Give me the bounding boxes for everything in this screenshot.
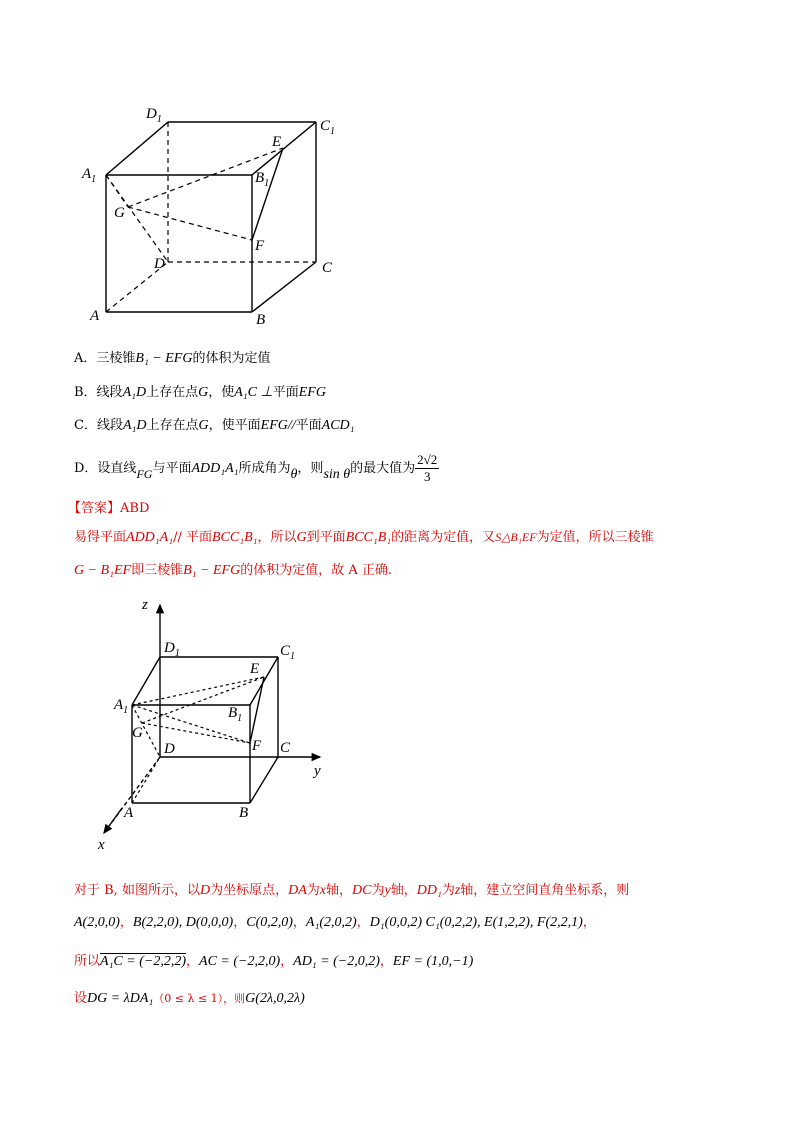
cube-diagram	[80, 100, 350, 330]
label2-g: G	[132, 725, 143, 741]
option-d: D．设直线FG与平面ADD₁A₁所成角为θ，则sin θ的最大值为 $\frac{2√2}{3}$	[74, 452, 438, 484]
label2-b1: $B_1$	[228, 705, 243, 724]
label2-a: A	[124, 805, 134, 821]
answer-tag: 【答案】ABD	[68, 501, 150, 516]
label2-e: E	[250, 661, 260, 677]
label-e: E	[272, 134, 282, 150]
option-a: A．三棱锥B₁ − EFG的体积为定值	[74, 351, 271, 366]
solution-line-1: 对于 B, 如图所示，以D为坐标原点，DA为x轴，DC为y轴，DD₁为z轴，建立空间直角坐标系，则	[74, 883, 630, 898]
figure-coordinate-cube	[92, 595, 342, 855]
label-b: B	[256, 312, 266, 328]
option-c: C．线段A₁D上存在点G，使平面EFG//平面ACD₁	[74, 418, 355, 433]
solution-line-2: A(2,0,0)，B(2,2,0), D(0,0,0)，C(0,2,0)，A₁(2,0,2)，D₁(0,0,2) C₁(0,2,2), E(1,2,2), F(2,2,1)，	[74, 915, 596, 930]
axis-label-x: x	[98, 837, 105, 853]
label2-a1: $A_1$	[114, 697, 129, 716]
label2-c1: $C_1$	[280, 643, 296, 662]
label2-d: D	[164, 741, 175, 757]
label2-c: C	[280, 740, 291, 756]
option-b: B．线段A₁D上存在点G，使A₁C ⊥平面EFG	[74, 385, 326, 400]
label-d: D	[154, 256, 165, 272]
solution-line-3: 所以A₁C = (−2,2,2)，AC = (−2,2,0)，AD₁ = (−2,0,2)，EF = (1,0,−1)	[74, 954, 474, 969]
label-d1: $D_1$	[146, 106, 162, 125]
label2-d1: $D_1$	[164, 640, 180, 659]
label-c: C	[322, 260, 333, 276]
label-b1: $B_1$	[255, 170, 270, 189]
label-a1: $A_1$	[82, 166, 97, 185]
solution-line-4: 设DG = λDA₁（0 ≤ λ ≤ 1），则G(2λ,0,2λ)	[74, 991, 305, 1006]
label-g: G	[114, 205, 125, 221]
label-a: A	[90, 308, 100, 324]
label2-f: F	[252, 738, 262, 754]
answer-line-1: 易得平面ADD₁A₁// 平面BCC₁B₁，所以G到平面BCC₁B₁的距离为定值，又S△B₁EF为定值，所以三棱锥	[74, 530, 654, 545]
answer-line-2: G − B₁EF即三棱锥B₁ − EFG的体积为定值，故 A 正确.	[74, 563, 392, 578]
fraction-max-value: $\frac{2√2}{3}$	[417, 452, 438, 484]
label-f: F	[255, 238, 265, 254]
axis-label-z: z	[142, 597, 148, 613]
coordinate-cube-diagram	[92, 595, 342, 855]
label-c1: $C_1$	[320, 118, 336, 137]
figure-cube	[80, 100, 350, 330]
axis-label-y: y	[314, 763, 321, 779]
label2-b: B	[239, 805, 249, 821]
